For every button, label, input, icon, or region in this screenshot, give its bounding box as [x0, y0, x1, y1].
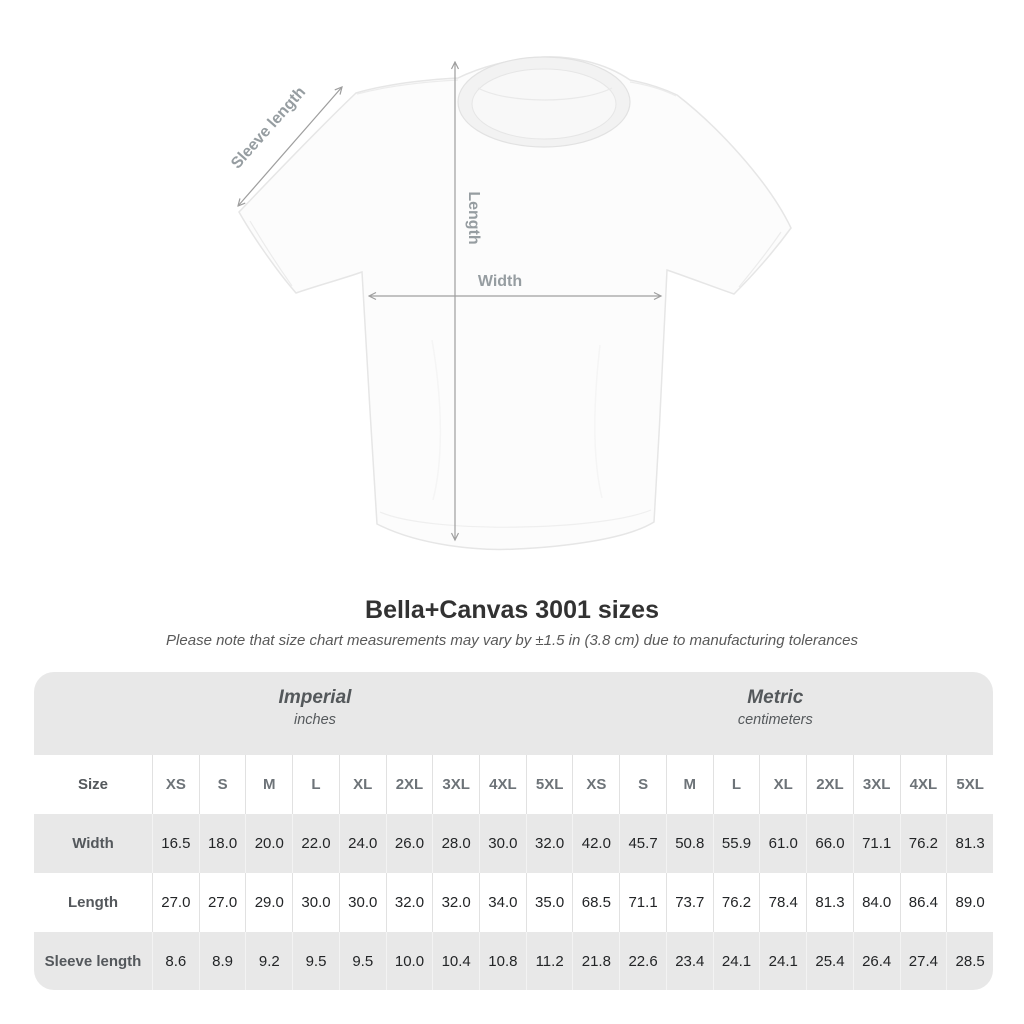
measurement-cell: 32.0 — [432, 873, 479, 932]
measurement-cell: 76.2 — [713, 873, 760, 932]
measurement-cell: 24.1 — [759, 932, 806, 990]
measurement-cell: 76.2 — [900, 814, 947, 873]
measurement-row-sleeve-length — [34, 932, 993, 990]
size-header-cell: 2XL — [806, 755, 853, 814]
size-header-row — [34, 755, 993, 814]
measurement-cell: 42.0 — [572, 814, 619, 873]
size-header-cell: S — [619, 755, 666, 814]
measurement-cell: 66.0 — [806, 814, 853, 873]
measurement-cell: 68.5 — [572, 873, 619, 932]
measurement-cell: 45.7 — [619, 814, 666, 873]
size-header-cell: M — [666, 755, 713, 814]
measurement-cell: 71.1 — [619, 873, 666, 932]
measurement-cell: 24.1 — [713, 932, 760, 990]
measurement-cell: 86.4 — [900, 873, 947, 932]
measurement-cell: 78.4 — [759, 873, 806, 932]
unit-header-band — [34, 672, 993, 755]
measurement-cell: 50.8 — [666, 814, 713, 873]
measurement-cell: 21.8 — [572, 932, 619, 990]
measurement-cell: 29.0 — [245, 873, 292, 932]
measurement-cell: 11.2 — [526, 932, 573, 990]
measurement-cell: 10.8 — [479, 932, 526, 990]
measurement-cell: 28.5 — [946, 932, 993, 990]
measurement-cell: 9.2 — [245, 932, 292, 990]
measurement-cell: 84.0 — [853, 873, 900, 932]
width-label: Width — [477, 273, 523, 290]
sleeve-length-label: Sleeve length — [228, 83, 310, 173]
measurement-cell: 20.0 — [245, 814, 292, 873]
measurement-row-width — [34, 814, 993, 873]
collar-inner — [472, 69, 616, 139]
row-label-sleeve-length: Sleeve length — [44, 952, 142, 970]
size-table — [34, 672, 993, 990]
measurement-cell: 25.4 — [806, 932, 853, 990]
measurement-cell: 61.0 — [759, 814, 806, 873]
length-label: Length — [465, 191, 482, 245]
size-header-cell: 3XL — [432, 755, 479, 814]
tshirt-outline — [239, 57, 791, 550]
measurement-cell: 26.4 — [853, 932, 900, 990]
measurement-cell: 89.0 — [946, 873, 993, 932]
size-header-cell: XS — [572, 755, 619, 814]
measurement-cell: 34.0 — [479, 873, 526, 932]
size-header-cell: XL — [339, 755, 386, 814]
size-header-cell: L — [292, 755, 339, 814]
size-header-cell: L — [713, 755, 760, 814]
measurement-cell: 27.0 — [152, 873, 199, 932]
measurement-cell: 16.5 — [152, 814, 199, 873]
measurement-cell: 55.9 — [713, 814, 760, 873]
row-label-length: Length — [68, 894, 118, 911]
measurement-cell: 30.0 — [479, 814, 526, 873]
title-block — [0, 596, 1024, 649]
measurement-cell: 8.9 — [199, 932, 246, 990]
measurement-cell: 24.0 — [339, 814, 386, 873]
measurement-cell: 22.0 — [292, 814, 339, 873]
measurement-cell: 9.5 — [292, 932, 339, 990]
measurement-cell: 71.1 — [853, 814, 900, 873]
size-header-cell: XS — [152, 755, 199, 814]
measurement-cell: 9.5 — [339, 932, 386, 990]
measurement-cell: 10.4 — [432, 932, 479, 990]
measurement-cell: 30.0 — [292, 873, 339, 932]
measurement-cell: 28.0 — [432, 814, 479, 873]
measurement-cell: 23.4 — [666, 932, 713, 990]
measurement-cell: 27.0 — [199, 873, 246, 932]
metric-title: Metric — [747, 687, 804, 708]
imperial-header — [279, 687, 352, 728]
measurement-cell: 81.3 — [946, 814, 993, 873]
measurement-cell: 35.0 — [526, 873, 573, 932]
measurement-cell: 10.0 — [386, 932, 433, 990]
page-title: Bella+Canvas 3001 sizes — [365, 596, 659, 624]
metric-header — [738, 687, 813, 728]
measurement-cell: 18.0 — [199, 814, 246, 873]
tolerance-note: Please note that size chart measurements may vary by ±1.5 in (3.8 cm) due to manufacturing tolerances — [166, 632, 858, 649]
size-row-label: Size — [77, 776, 108, 793]
size-header-cell: 5XL — [946, 755, 993, 814]
size-header-cell: 2XL — [386, 755, 433, 814]
size-header-cell: XL — [759, 755, 806, 814]
size-header-cell: 4XL — [900, 755, 947, 814]
size-header-cell: M — [245, 755, 292, 814]
size-header-cell: 4XL — [479, 755, 526, 814]
size-header-cell: 3XL — [853, 755, 900, 814]
measurement-cell: 73.7 — [666, 873, 713, 932]
metric-unit: centimeters — [737, 712, 813, 728]
measurement-cell: 22.6 — [619, 932, 666, 990]
row-label-width: Width — [72, 835, 114, 852]
size-header-cell: S — [199, 755, 246, 814]
measurement-cell: 81.3 — [806, 873, 853, 932]
measurement-cell: 32.0 — [386, 873, 433, 932]
imperial-unit: inches — [294, 712, 336, 728]
measurement-cell: 26.0 — [386, 814, 433, 873]
measurement-cell: 30.0 — [339, 873, 386, 932]
size-header-cell: 5XL — [526, 755, 573, 814]
measurement-cell: 27.4 — [900, 932, 947, 990]
measurement-cell: 32.0 — [526, 814, 573, 873]
imperial-title: Imperial — [278, 687, 352, 708]
measurement-cell: 8.6 — [152, 932, 199, 990]
measurement-row-length — [34, 873, 993, 932]
